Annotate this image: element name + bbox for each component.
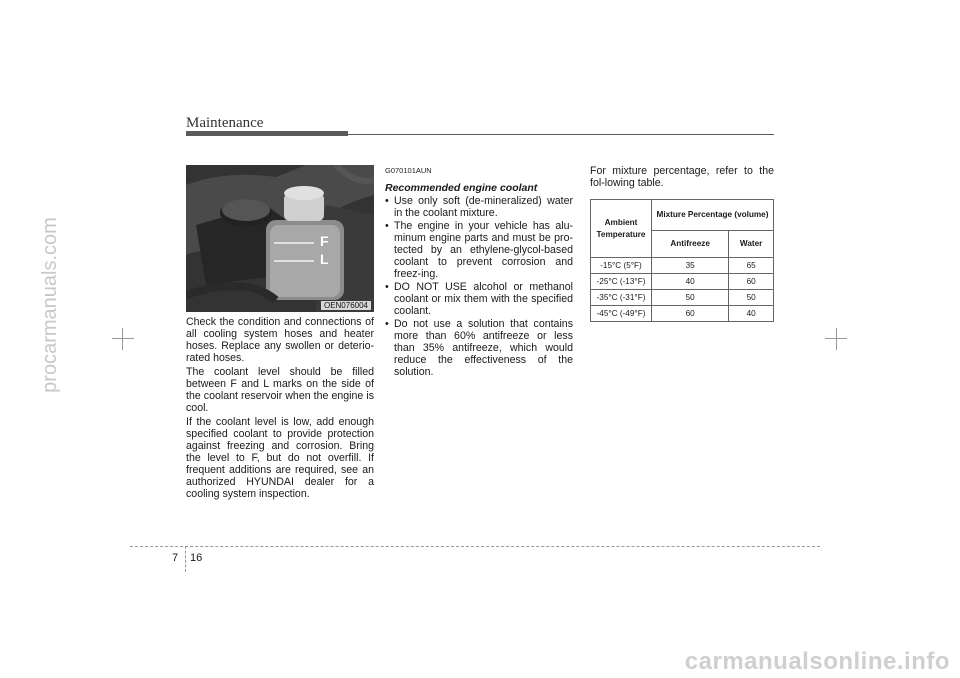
coolant-bullet-list [385, 195, 573, 378]
cell-temperature: -25°C (-13°F) [591, 274, 652, 290]
cell-antifreeze: 40 [652, 274, 729, 290]
header-rule-thin [348, 134, 774, 135]
section-header-title: Maintenance [186, 115, 264, 131]
crop-mark-left-h [112, 338, 134, 339]
section-heading: Recommended engine coolant [385, 182, 538, 194]
cell-temperature: -45°C (-49°F) [591, 306, 652, 322]
cell-antifreeze: 35 [652, 258, 729, 274]
bottom-watermark: carmanualsonline.info [684, 648, 950, 675]
chapter-number: 7 [172, 552, 179, 564]
cell-water: 65 [729, 258, 774, 274]
cell-antifreeze: 50 [652, 290, 729, 306]
figure-code: OEN076004 [321, 301, 371, 310]
cell-water: 40 [729, 306, 774, 322]
table-row [591, 306, 774, 322]
paragraph-hoses: Check the condition and connections of all cooling system hoses and heater hoses. Replace any swollen or deterio-rated hoses. [186, 316, 374, 364]
cell-water: 60 [729, 274, 774, 290]
side-watermark: procarmanuals.com [39, 217, 61, 393]
crop-mark-right-v [836, 328, 837, 350]
low-mark-label: L [320, 251, 329, 267]
right-column [590, 165, 774, 322]
mixture-table [590, 199, 774, 322]
table-row [591, 274, 774, 290]
page-number: 16 [190, 552, 203, 564]
full-mark-label: F [320, 233, 329, 249]
list-item: • The engine in your vehicle has alu-minum engine parts and must be pro-tected by an ethylene-glycol-based coolant to prevent corrosion and freez-ing. [385, 220, 573, 280]
section-code: G070101AUN [385, 166, 432, 175]
middle-column [385, 165, 573, 379]
crop-mark-left-v [122, 328, 123, 350]
header-ambient-temperature: Ambient Temperature [591, 200, 652, 258]
header-mixture-percentage: Mixture Percentage (volume) [652, 200, 774, 231]
table-intro: For mixture percentage, refer to the fol-lowing table. [590, 165, 774, 189]
footer-divider [185, 546, 186, 572]
cell-antifreeze: 60 [652, 306, 729, 322]
header-water: Water [729, 231, 774, 258]
table-row [591, 258, 774, 274]
cell-temperature: -15°C (5°F) [591, 258, 652, 274]
list-item: • DO NOT USE alcohol or methanol coolant or mix them with the specified coolant. [385, 281, 573, 317]
header-rule-thick [186, 131, 348, 136]
list-item: • Use only soft (de-mineralized) water in the coolant mixture. [385, 195, 573, 219]
coolant-reservoir-photo [186, 165, 374, 312]
list-item: • Do not use a solution that contains more than 60% antifreeze or less than 35% antifreeze, which would reduce the effectiveness of the solution. [385, 318, 573, 378]
cell-water: 50 [729, 290, 774, 306]
cell-temperature: -35°C (-31°F) [591, 290, 652, 306]
engine-bay-illustration [186, 165, 374, 312]
paragraph-add-coolant: If the coolant level is low, add enough specified coolant to provide protection against freezing and corrosion. Bring the level to F, but do not overfill. If frequent additions are required, see an authorized HYUNDAI dealer for a cooling system inspection. [186, 416, 374, 500]
table-row [591, 290, 774, 306]
header-antifreeze: Antifreeze [652, 231, 729, 258]
paragraph-coolant-level: The coolant level should be filled between F and L marks on the side of the coolant reservoir when the engine is cool. [186, 366, 374, 414]
left-column-text [186, 316, 374, 502]
footer-rule [130, 546, 820, 547]
